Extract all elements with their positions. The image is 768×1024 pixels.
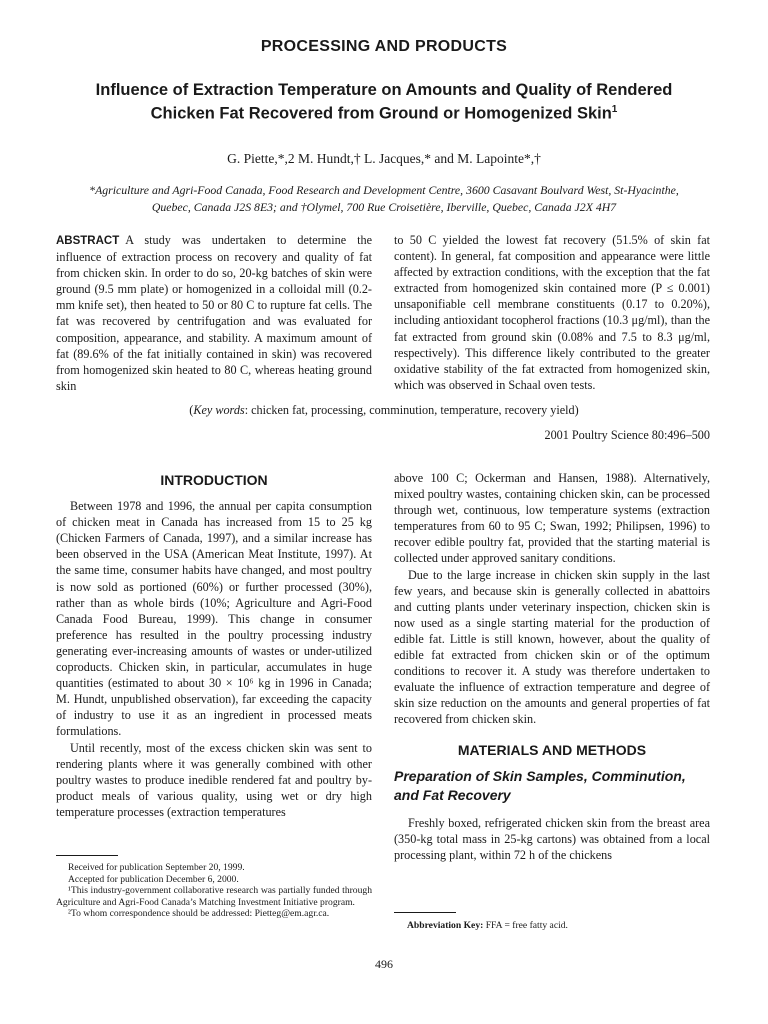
title-footnote-mark: 1	[611, 104, 618, 115]
methods-heading: MATERIALS AND METHODS	[457, 741, 647, 758]
abbreviation-label: Abbreviation Key:	[407, 920, 484, 931]
abstract-label: ABSTRACT	[56, 235, 120, 247]
footnotes	[56, 862, 372, 920]
keywords-label: Key words	[193, 403, 245, 417]
article-title	[50, 80, 718, 124]
affiliation-line-1: *Agriculture and Agri-Food Canada, Food Research and Development Centre, 3600 Casavant Boulvard West, St-Hyacinthe,	[89, 183, 679, 197]
title-line-2-text: Chicken Fat Recovered from Ground or Homogenized Skin	[150, 104, 612, 123]
keywords-text: : chicken fat, processing, comminution, temperature, recovery yield)	[244, 403, 579, 417]
abbreviation-key	[407, 920, 568, 931]
abstract-left-column	[56, 232, 372, 394]
abbreviation-rule	[394, 912, 456, 913]
intro-paragraph-1: Between 1978 and 1996, the annual per capita consumption of chicken meat in Canada has increased from 15 to 25 kg (Chicken Farmers of Canada, 1997), and a similar increase has been observed in the USA (American Meat Institute, 1997). At the same time, consumer habits have changed, and most poultry is now sold as portioned (60%) or further processed (30%), rather than as whole birds (10%; Agriculture and Agri-Food Canada Food Bureau, 1999). This change in consumer preference has resulted in the poultry processing industry generating ever-increasing amounts of wastes or under-utilized coproducts. Chicken skin, in particular, accumulates in huge quantities (estimated to about 30 × 10⁶ kg in 1996 in Canada; M. Hundt, unpublished observation), far exceeding the capacity of industry to use it as an ingredient in processed meats formulations.	[56, 499, 372, 739]
affiliations	[58, 182, 710, 216]
body-left-column	[56, 470, 372, 820]
abstract-right-column	[394, 232, 710, 393]
title-line-2	[50, 100, 718, 124]
affiliation-line-2: Quebec, Canada J2S 8E3; and †Olymel, 700 Rue Croisetière, Iberville, Quebec, Canada J2X 4H7	[151, 200, 617, 214]
methods-subheading: Preparation of Skin Samples, Comminution, and Fat Recovery	[394, 767, 686, 803]
intro-paragraph-3: above 100 C; Ockerman and Hansen, 1988). Alternatively, mixed poultry wastes, containing chicken skin, can be processed through wet, continuous, low temperature systems (extraction temperatures from 60 to 95 C; Swan, 1992; Philipsen, 1996) to recover edible poultry fat, provided that the starting material is collected under approved sanitary conditions.	[394, 471, 710, 566]
footnote-received: Received for publication September 20, 1999.	[68, 862, 245, 873]
section-heading: PROCESSING AND PRODUCTS	[260, 38, 508, 55]
body-right-column	[394, 470, 710, 863]
footnote-rule	[56, 855, 118, 856]
footnote-accepted: Accepted for publication December 6, 2000.	[68, 873, 239, 885]
abstract-left-text: A study was undertaken to determine the influence of extraction process on recovery and quality of fat from chicken skin. In order to do so, 20-kg batches of skin were ground (9.5 mm plate) or homogenized in a colloidal mill (0.2-mm knife set), then heated to 50 or 80 C to rupture fat cells. The fat was recovered by centrifugation and was evaluated for composition, appearance, and stability. A maximum amount of fat (89.6% of the fat initially contained in skin) was recovered from homogenized skin heated to 80 C, whereas heating ground skin	[56, 233, 372, 393]
footnote-2: ²To whom correspondence should be addressed: Pietteg@em.agr.ca.	[68, 908, 330, 920]
author-list: G. Piette,*,2 M. Hundt,† L. Jacques,* and M. Lapointe*,†	[227, 151, 541, 166]
intro-paragraph-2: Until recently, most of the excess chicken skin was sent to rendering plants where it was generally combined with other poultry wastes to produce inedible rendered fat and poultry by-product meals of various quality, using wet or dry high temperature processes (extraction temperatures	[56, 740, 372, 819]
title-line-1: Influence of Extraction Temperature on Amounts and Quality of Rendered	[95, 81, 673, 99]
journal-citation: 2001 Poultry Science 80:496–500	[544, 428, 710, 442]
keywords-line: (Key words: chicken fat, processing, comminution, temperature, recovery yield)	[189, 403, 579, 417]
abstract-right-text: to 50 C yielded the lowest fat recovery (51.5% of skin fat content). In general, fat composition and appearance were little affected by extraction conditions, with the exception that the fat extracted from homogenized skin contained more (P ≤ 0.001) unsaponifiable cell membrane constituents (0.17 to 0.20%), including antioxidant tocopherol fractions (10.3 μg/ml), than the fat extracted from ground skin (0.08% and 7.5 to 8.3 μg/ml, respectively). This difference likely contributed to the greater oxidative stability of the fat extracted from homogenized skin, which was observed in Schaal oven tests.	[394, 233, 710, 392]
intro-paragraph-4: Due to the large increase in chicken skin supply in the last few years, and because skin is generally collected in abattoirs and cutting plants under veterinary inspection, chicken skin is now used as a single starting material for the production of edible fat. Little is still known, however, about the quality of edible fat extracted from chicken skin or of the optimum conditions to recover it. A study was therefore undertaken to evaluate the influence of extraction temperature and degree of skin size reduction on the amounts and general properties of fat recovered from chicken skin.	[394, 567, 710, 727]
abbreviation-text: FFA = free fatty acid.	[483, 920, 568, 931]
footnote-1: ¹This industry-government collaborative research was partially funded through Agriculture and Agri-Food Canada’s Matching Investment Initiative program.	[56, 885, 372, 908]
page-number: 496	[375, 957, 393, 971]
introduction-heading: INTRODUCTION	[160, 472, 268, 488]
methods-paragraph-1: Freshly boxed, refrigerated chicken skin from the breast area (350-kg total mass in 25-kg cartons) was obtained from a local processing plant, within 72 h of the chickens	[394, 815, 710, 862]
